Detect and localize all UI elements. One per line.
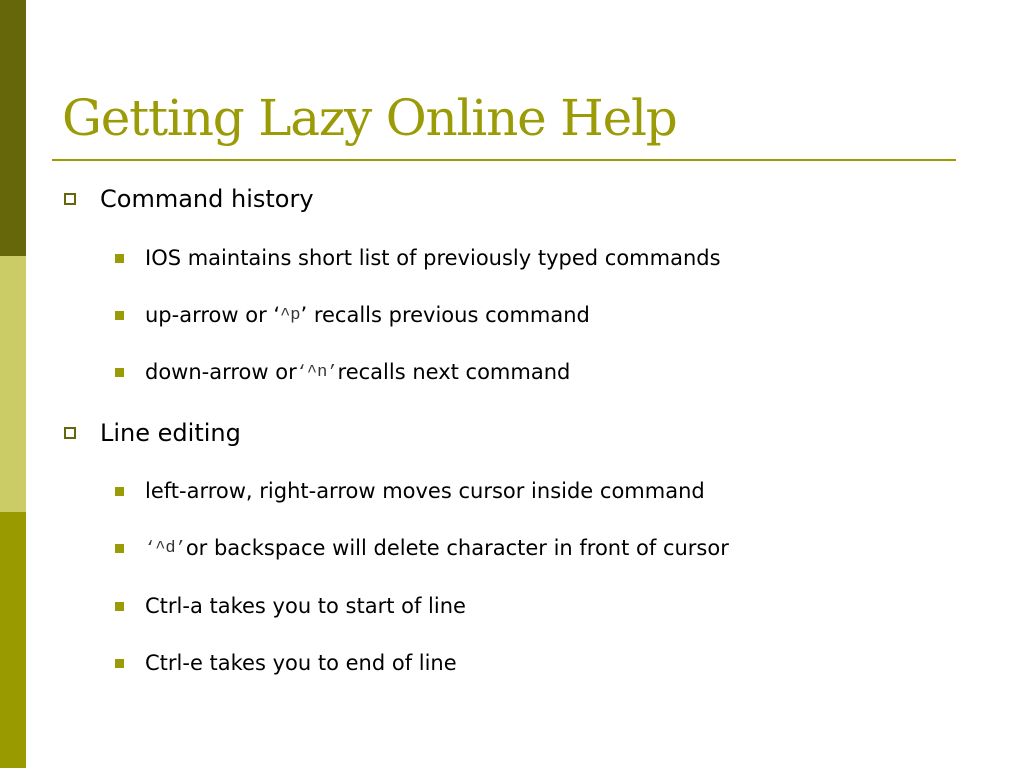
list-item: [115, 648, 457, 678]
accent-bar-segment-middle: [0, 256, 26, 512]
accent-bar-segment-top: [0, 0, 26, 256]
title-divider: [52, 159, 956, 161]
list-item-text-before-code: up-arrow or ‘: [145, 303, 281, 327]
section-command-history: [64, 182, 314, 216]
list-item: [115, 300, 590, 330]
list-item-text: Ctrl-a takes you to start of line: [145, 594, 466, 618]
list-item-text: left-arrow, right-arrow moves cursor inside command: [145, 479, 705, 503]
filled-square-bullet-icon: [115, 311, 124, 320]
keyboard-shortcut-code: ‘^n’: [296, 362, 338, 382]
hollow-square-bullet-icon: [64, 427, 76, 439]
list-item-text-after-code: ’ recalls previous command: [300, 303, 590, 327]
keyboard-shortcut-code: ^p: [280, 305, 301, 325]
list-item: [115, 591, 466, 621]
filled-square-bullet-icon: [115, 487, 124, 496]
filled-square-bullet-icon: [115, 368, 124, 377]
section-label: Line editing: [100, 419, 241, 447]
list-item-text-after-code: recalls next command: [337, 360, 571, 384]
keyboard-shortcut-code: ‘^d’: [145, 538, 186, 558]
list-item: [115, 357, 570, 387]
section-line-editing: [64, 416, 241, 450]
filled-square-bullet-icon: [115, 602, 124, 611]
list-item-text: Ctrl-e takes you to end of line: [145, 651, 457, 675]
list-item-text-before-code: down-arrow or: [145, 360, 297, 384]
list-item-text: IOS maintains short list of previously typed commands: [145, 246, 721, 270]
slide-title: Getting Lazy Online Help: [62, 89, 677, 147]
section-label: Command history: [100, 185, 314, 213]
accent-bar-segment-bottom: [0, 512, 26, 768]
list-item: [115, 243, 721, 273]
filled-square-bullet-icon: [115, 544, 124, 553]
filled-square-bullet-icon: [115, 659, 124, 668]
list-item: [115, 476, 705, 506]
list-item-text-after-code: or backspace will delete character in front of cursor: [185, 536, 729, 560]
left-accent-bar: [0, 0, 26, 768]
list-item: [115, 533, 729, 563]
hollow-square-bullet-icon: [64, 193, 76, 205]
filled-square-bullet-icon: [115, 254, 124, 263]
